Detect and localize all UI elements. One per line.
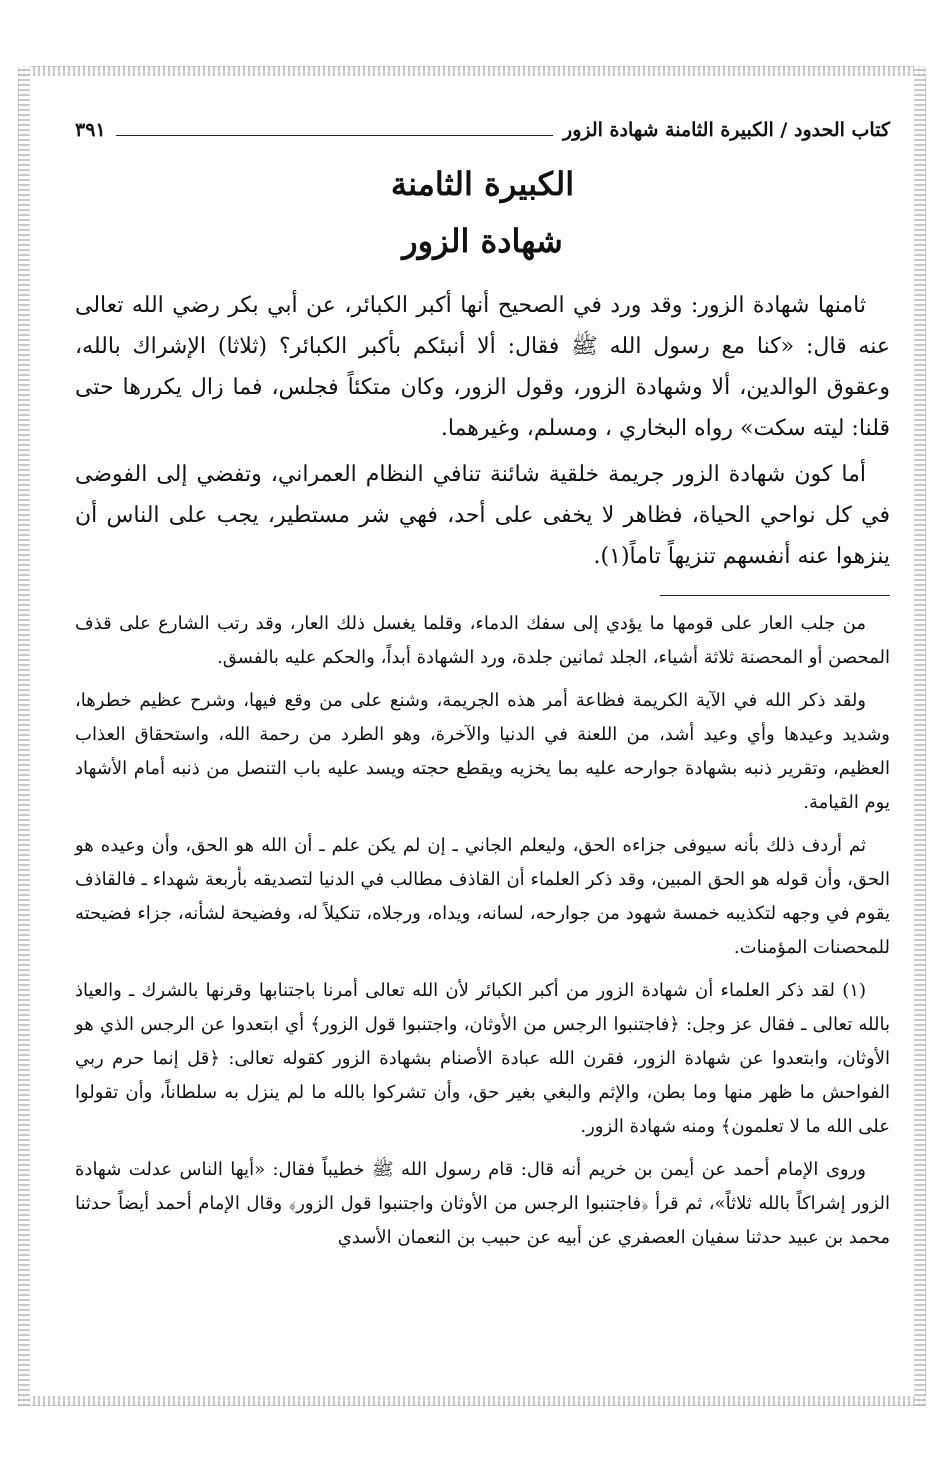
footnotes [75,607,890,1255]
footnote-paragraph: ولقد ذكر الله في الآية الكريمة فظاعة أمر هذه الجريمة، وشنع على من وقع فيها، وشرح عظيم خطرها، وشديد وعيدها وأي وعيد أشد، من اللعنة في الدنيا والآخرة، وهو الطرد من رحمة الله، واستحقاق العذاب العظيم، وتقرير ذنبه بشهادة جوارحه عليه بما يخزيه ويقطع حجته ويسد عليه باب التنصل من ذنبه أمام الأشهاد يوم القيامة. [75,690,890,813]
footnote-paragraph: من جلب العار على قومها ما يؤدي إلى سفك الدماء، وقلما يغسل ذلك العار، وقد رتب الشارع على قذف المحصن أو المحصنة ثلاثة أشياء، الجلد ثمانين جلدة، ورد الشهادة أبداً، والحكم عليه بالفسق. [75,613,890,668]
main-paragraph: ثامنها شهادة الزور: وقد ورد في الصحيح أنها أكبر الكبائر، عن أبي بكر رضي الله تعالى عنه قال: «كنا مع رسول الله ﷺ فقال: ألا أنبئكم بأكبر الكبائر؟ (ثلاثا) الإشراك بالله، وعقوق الوالدين، ألا وشهادة الزور، وقول الزور، وكان متكئاً فجلس، فما زال يكررها حتى قلنا: ليته سكت» رواه البخاري ، ومسلم، وغيرهما. [75,293,890,441]
footnote-paragraph: ثم أردف ذلك بأنه سيوفى جزاءه الحق، وليعلم الجاني ـ إن لم يكن علم ـ أن الله هو الحق، وأن وعيده هو الحق، وأن قوله هو الحق المبين، وقد ذكر العلماء أن القاذف مطالب في الدنيا لتصديقه بأربعة شهداء ـ فالقاذف يقوم في وجهه لتكذيبه خمسة شهود من جوارحه، لسانه، ويداه، ورجلاه، تنكيلاً له، وفضيحة لشأنه، جزاء فضيحته للمحصنات المؤمنات. [75,835,890,958]
footnote-separator [660,595,890,596]
ornamental-border-right [914,66,926,1406]
section-title: شهادة الزور [402,222,563,260]
main-text [75,285,890,577]
ornamental-border-bottom [18,1396,926,1406]
running-header [75,115,890,145]
main-paragraph: أما كون شهادة الزور جريمة خلقية شائنة تنافي النظام العمراني، وتفضي إلى الفوضى في كل نواحي الحياة، فظاهر لا يخفى على أحد، فهي شر مستطير، يجب على الناس أن ينزهوا عنه أنفسهم تنزيهاً تاماً(١). [75,462,890,569]
page-number: ٣٩١ [75,119,106,141]
footnote-paragraph: (١) لقد ذكر العلماء أن شهادة الزور من أكبر الكبائر لأن الله تعالى أمرنا باجتنابها وقرنها بالشرك ـ والعياذ بالله تعالى ـ فقال عز وجل: ﴿فاجتنبوا الرجس من الأوثان، واجتنبوا قول الزور﴾ أي ابتعدوا عن الرجس الذي هو الأوثان، وابتعدوا عن شهادة الزور، فقرن الله عبادة الأصنام بشهادة الزور كقوله تعالى: ﴿قل إنما حرم ربي الفواحش ما ظهر منها وما بطن، والإثم والبغي بغير حق، وأن تشركوا بالله ما لم ينزل به سلطاناً، وأن تقولوا على الله ما لا تعلمون﴾ ومنه شهادة الزور. [75,980,890,1137]
chapter-title: الكبيرة الثامنة [390,165,575,203]
ornamental-border-top [18,66,926,76]
footnote-paragraph: وروى الإمام أحمد عن أيمن بن خريم أنه قال: قام رسول الله ﷺ خطيباً فقال: «أيها الناس عدلت شهادة الزور إشراكاً بالله ثلاثاً»، ثم قرأ ﴿فاجتنبوا الرجس من الأوثان واجتنبوا قول الزور﴾ وقال الإمام أحمد أيضاً حدثنا محمد بن عبيد حدثنا سفيان العصفري عن أبيه عن حبيب بن النعمان الأسدي [75,1159,890,1248]
header-rule [116,135,553,136]
running-header-title: كتاب الحدود / الكبيرة الثامنة شهادة الزور [563,119,890,141]
ornamental-border-left [18,66,30,1406]
